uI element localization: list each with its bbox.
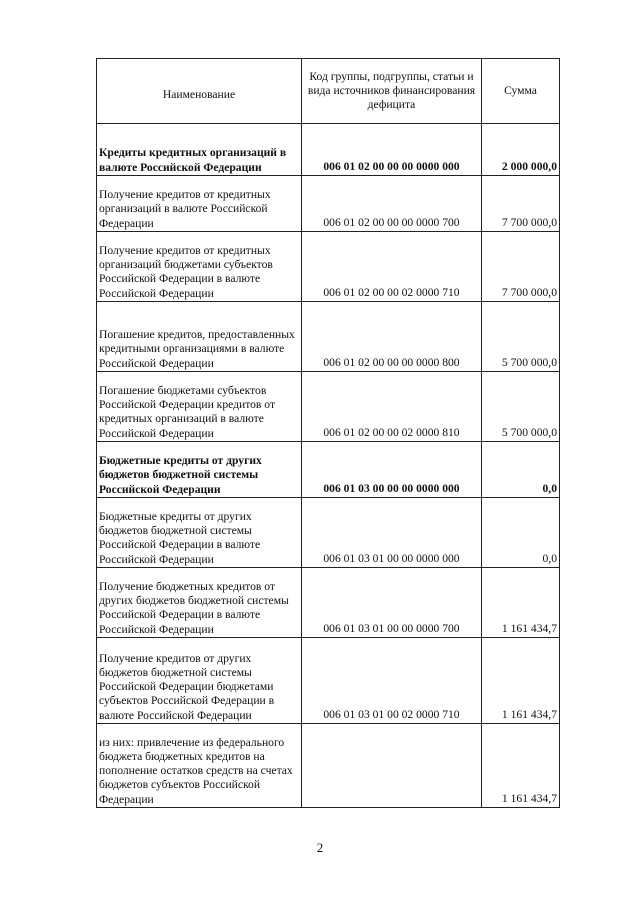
row-code-cell: 006 01 03 01 00 00 0000 700 [302, 568, 482, 638]
row-code-cell: 006 01 02 00 00 00 0000 700 [302, 176, 482, 232]
row-sum-cell: 0,0 [482, 498, 560, 568]
row-name-cell: Кредиты кредитных организаций в валюте Российской Федерации [97, 124, 302, 176]
row-name-cell: Погашение кредитов, предоставленных кредитными организациями в валюте Российской Федерации [97, 302, 302, 372]
row-name-cell: Получение кредитов от кредитных организаций бюджетами субъектов Российской Федерации в валюте Российской Федерации [97, 232, 302, 302]
table-row [97, 724, 560, 808]
row-sum-cell: 0,0 [482, 442, 560, 498]
row-name-cell: Получение бюджетных кредитов от других бюджетов бюджетной системы Российской Федерации в валюте Российской Федерации [97, 568, 302, 638]
row-name-cell: из них: привлечение из федерального бюджета бюджетных кредитов на пополнение остатков средств на счетах бюджетов субъектов Российской Федерации [97, 724, 302, 808]
row-name-cell: Бюджетные кредиты от других бюджетов бюджетной системы Российской Федерации [97, 442, 302, 498]
row-name-cell: Получение кредитов от кредитных организаций в валюте Российской Федерации [97, 176, 302, 232]
financing-table [96, 58, 560, 808]
row-code-cell: 006 01 02 00 00 00 0000 800 [302, 302, 482, 372]
row-sum-cell: 1 161 434,7 [482, 724, 560, 808]
table-row [97, 568, 560, 638]
row-name-cell: Погашение бюджетами субъектов Российской Федерации кредитов от кредитных организаций в валюте Российской Федерации [97, 372, 302, 442]
row-sum-cell: 1 161 434,7 [482, 638, 560, 724]
header-sum: Сумма [482, 59, 560, 124]
row-code-cell: 006 01 02 00 00 02 0000 710 [302, 232, 482, 302]
row-code-cell: 006 01 02 00 00 00 0000 000 [302, 124, 482, 176]
table-row [97, 124, 560, 176]
row-code-cell: 006 01 03 00 00 00 0000 000 [302, 442, 482, 498]
row-code-cell: 006 01 03 01 00 00 0000 000 [302, 498, 482, 568]
table-row [97, 638, 560, 724]
row-sum-cell: 1 161 434,7 [482, 568, 560, 638]
row-code-cell: 006 01 03 01 00 02 0000 710 [302, 638, 482, 724]
table-body [97, 59, 560, 808]
table-row [97, 372, 560, 442]
row-code-cell [302, 724, 482, 808]
table-row [97, 176, 560, 232]
table-header-row [97, 59, 560, 124]
table-row [97, 232, 560, 302]
row-sum-cell: 7 700 000,0 [482, 176, 560, 232]
header-code: Код группы, подгруппы, статьи и вида источников финансирования дефицита [302, 59, 482, 124]
row-sum-cell: 5 700 000,0 [482, 302, 560, 372]
row-code-cell: 006 01 02 00 00 02 0000 810 [302, 372, 482, 442]
row-sum-cell: 5 700 000,0 [482, 372, 560, 442]
table-row [97, 302, 560, 372]
table-row [97, 442, 560, 498]
row-sum-cell: 2 000 000,0 [482, 124, 560, 176]
table-row [97, 498, 560, 568]
header-name: Наименование [97, 59, 302, 124]
row-sum-cell: 7 700 000,0 [482, 232, 560, 302]
row-name-cell: Получение кредитов от других бюджетов бюджетной системы Российской Федерации бюджетами субъектов Российской Федерации в валюте Российской Федерации [97, 638, 302, 724]
page-number: 2 [316, 840, 324, 855]
row-name-cell: Бюджетные кредиты от других бюджетов бюджетной системы Российской Федерации в валюте Российской Федерации [97, 498, 302, 568]
